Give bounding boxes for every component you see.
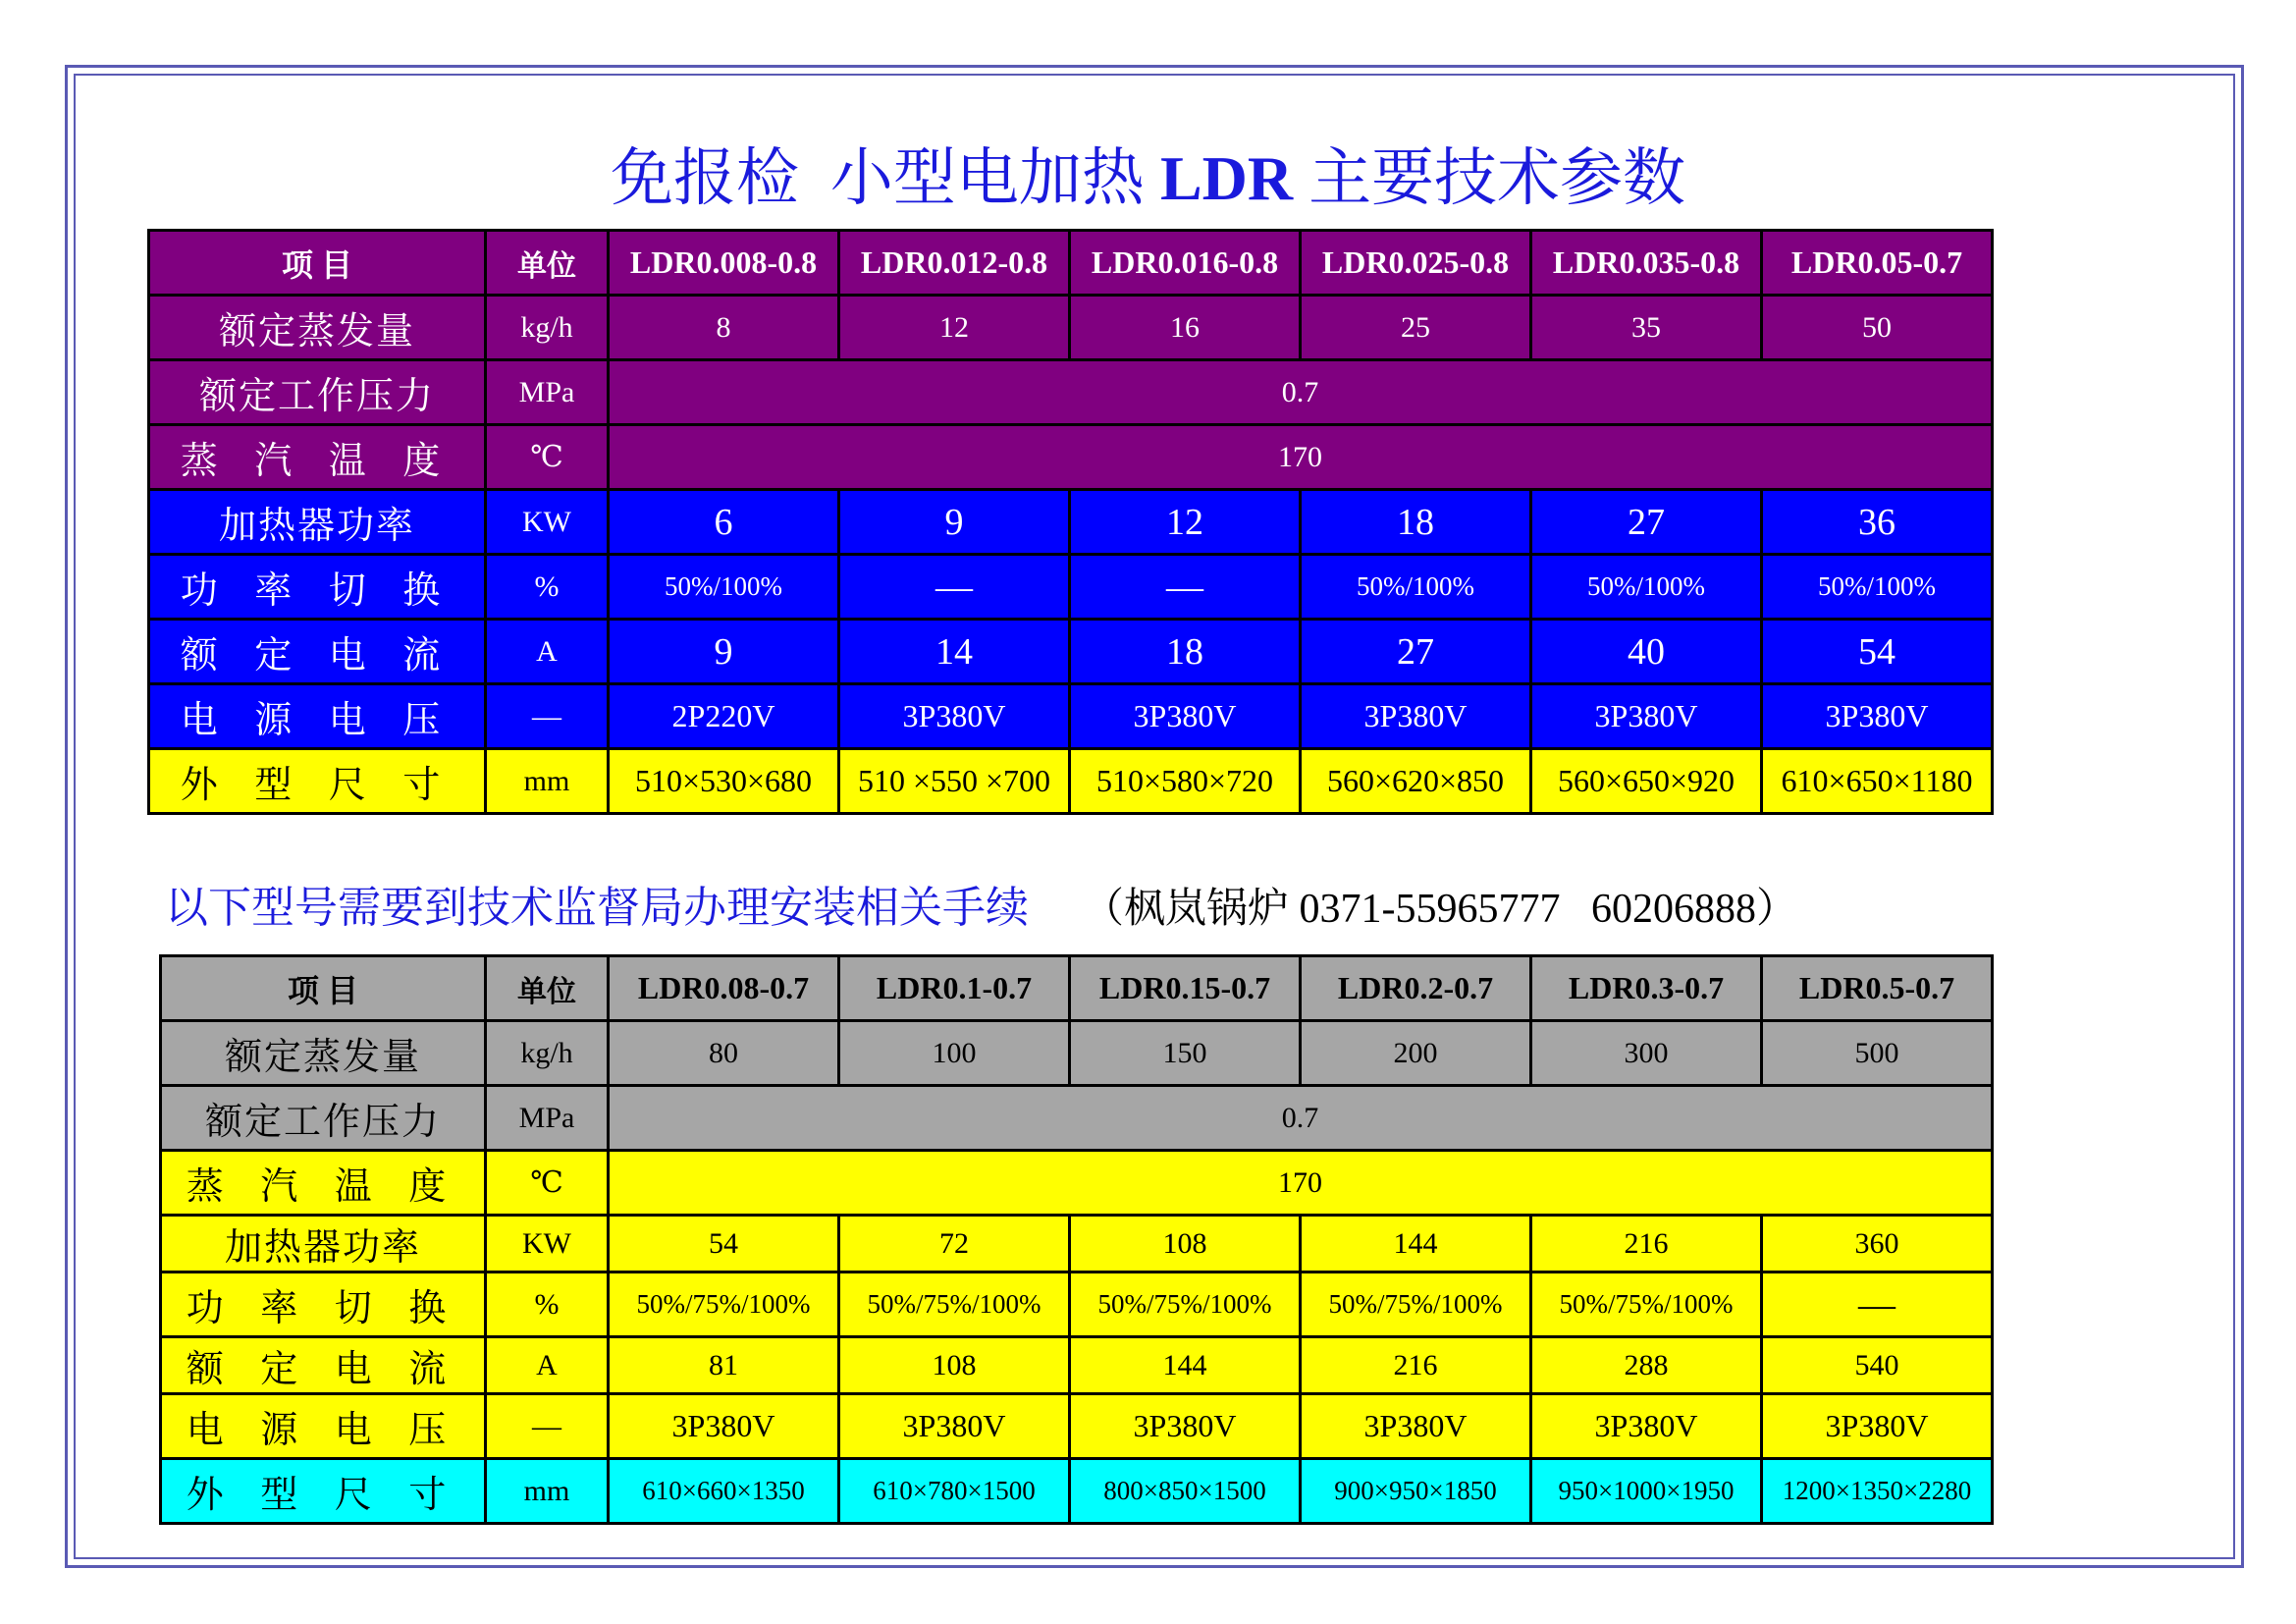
row-label: 外 型 尺 寸 <box>149 749 486 814</box>
cell-value: 3P380V <box>839 1394 1070 1459</box>
cell-value: 144 <box>1070 1337 1301 1394</box>
header-model: LDR0.15-0.7 <box>1070 956 1301 1021</box>
cell-value: 3P380V <box>609 1394 839 1459</box>
row-unit: MPa <box>486 1086 609 1151</box>
cell-value: 50%/100% <box>1301 555 1531 620</box>
table-row-header <box>149 231 1993 296</box>
cell-value: 3P380V <box>1301 1394 1531 1459</box>
cell-value: 54 <box>609 1216 839 1272</box>
row-label: 外 型 尺 寸 <box>161 1459 486 1524</box>
table-row-current <box>161 1337 1993 1394</box>
cell-value: 50%/75%/100% <box>1070 1272 1301 1337</box>
title-part-2: 主要技术参数 <box>1293 143 1686 213</box>
row-label: 功 率 切 换 <box>161 1272 486 1337</box>
table-row-voltage <box>149 684 1993 749</box>
cell-value: 50 <box>1762 296 1993 360</box>
header-item: 项 目 <box>161 956 486 1021</box>
table-row-steam <box>149 296 1993 360</box>
table-row-current <box>149 620 1993 684</box>
cell-value: 3P380V <box>839 684 1070 749</box>
cell-value: 25 <box>1301 296 1531 360</box>
cell-value: 3P380V <box>1762 1394 1993 1459</box>
header-model: LDR0.05-0.7 <box>1762 231 1993 296</box>
cell-value-merged: 0.7 <box>609 360 1993 425</box>
table-row-pressure <box>161 1086 1993 1151</box>
cell-value: 50%/100% <box>1762 555 1993 620</box>
header-model: LDR0.012-0.8 <box>839 231 1070 296</box>
header-model: LDR0.008-0.8 <box>609 231 839 296</box>
row-unit: MPa <box>486 360 609 425</box>
cell-value: 510×530×680 <box>609 749 839 814</box>
table-row-size <box>161 1459 1993 1524</box>
cell-value: 200 <box>1301 1021 1531 1086</box>
cell-value: 360 <box>1762 1216 1993 1272</box>
row-label: 额定工作压力 <box>161 1086 486 1151</box>
cell-value-merged: 170 <box>609 1151 1993 1216</box>
cell-value: 560×620×850 <box>1301 749 1531 814</box>
cell-value: 14 <box>839 620 1070 684</box>
cell-value: 18 <box>1070 620 1301 684</box>
cell-value: 27 <box>1531 490 1762 555</box>
cell-value: 35 <box>1531 296 1762 360</box>
cell-value: 3P380V <box>1070 684 1301 749</box>
cell-value: 36 <box>1762 490 1993 555</box>
row-label: 额 定 电 流 <box>161 1337 486 1394</box>
cell-value: 80 <box>609 1021 839 1086</box>
header-model: LDR0.025-0.8 <box>1301 231 1531 296</box>
cell-value: 560×650×920 <box>1531 749 1762 814</box>
cell-value: 3P380V <box>1301 684 1531 749</box>
cell-value: 216 <box>1301 1337 1531 1394</box>
title-part-1: 免报检 小型电加热 <box>610 143 1160 213</box>
cell-value: — <box>1070 555 1301 620</box>
cell-value: 50%/75%/100% <box>1531 1272 1762 1337</box>
row-unit: % <box>486 555 609 620</box>
cell-value: 900×950×1850 <box>1301 1459 1531 1524</box>
page-title <box>0 128 2296 218</box>
table-row-steam <box>161 1021 1993 1086</box>
spec-table-large <box>159 954 1994 1525</box>
header-model: LDR0.2-0.7 <box>1301 956 1531 1021</box>
cell-value: 1200×1350×2280 <box>1762 1459 1993 1524</box>
cell-value: 16 <box>1070 296 1301 360</box>
row-label: 功 率 切 换 <box>149 555 486 620</box>
row-unit: A <box>486 620 609 684</box>
table-row-temp <box>149 425 1993 490</box>
row-unit: kg/h <box>486 1021 609 1086</box>
cell-value: 610×650×1180 <box>1762 749 1993 814</box>
cell-value: 54 <box>1762 620 1993 684</box>
row-unit: KW <box>486 1216 609 1272</box>
cell-value: 950×1000×1950 <box>1531 1459 1762 1524</box>
cell-value: 3P380V <box>1531 1394 1762 1459</box>
cell-value: 6 <box>609 490 839 555</box>
row-unit: — <box>486 1394 609 1459</box>
cell-value: 3P380V <box>1531 684 1762 749</box>
row-unit: ℃ <box>486 1151 609 1216</box>
header-unit: 单位 <box>486 956 609 1021</box>
cell-value: 50%/75%/100% <box>839 1272 1070 1337</box>
cell-value: 108 <box>1070 1216 1301 1272</box>
title-part-latin: LDR <box>1159 143 1294 213</box>
header-item: 项 目 <box>149 231 486 296</box>
contact-info: （枫岚锅炉 0371-55965777 60206888） <box>1083 887 1797 932</box>
cell-value: 610×660×1350 <box>609 1459 839 1524</box>
row-unit: ℃ <box>486 425 609 490</box>
table-row-temp <box>161 1151 1993 1216</box>
cell-value: 144 <box>1301 1216 1531 1272</box>
cell-value: — <box>1762 1272 1993 1337</box>
row-unit: A <box>486 1337 609 1394</box>
header-model: LDR0.016-0.8 <box>1070 231 1301 296</box>
cell-value: 800×850×1500 <box>1070 1459 1301 1524</box>
cell-value: 50%/100% <box>609 555 839 620</box>
cell-value: 40 <box>1531 620 1762 684</box>
row-label: 额 定 电 流 <box>149 620 486 684</box>
table-row-pressure <box>149 360 1993 425</box>
cell-value: 50%/75%/100% <box>1301 1272 1531 1337</box>
row-unit: mm <box>486 1459 609 1524</box>
table-row-power <box>149 490 1993 555</box>
row-label: 蒸 汽 温 度 <box>149 425 486 490</box>
cell-value: 81 <box>609 1337 839 1394</box>
header-model: LDR0.3-0.7 <box>1531 956 1762 1021</box>
row-unit: kg/h <box>486 296 609 360</box>
spec-table-small <box>147 229 1994 815</box>
table-row-header <box>161 956 1993 1021</box>
cell-value: 510×580×720 <box>1070 749 1301 814</box>
cell-value: 100 <box>839 1021 1070 1086</box>
notice-line <box>165 872 1797 935</box>
header-model: LDR0.5-0.7 <box>1762 956 1993 1021</box>
cell-value: 72 <box>839 1216 1070 1272</box>
table-row-switch <box>149 555 1993 620</box>
cell-value-merged: 170 <box>609 425 1993 490</box>
row-unit: KW <box>486 490 609 555</box>
cell-value: 288 <box>1531 1337 1762 1394</box>
cell-value: 300 <box>1531 1021 1762 1086</box>
row-label: 额定工作压力 <box>149 360 486 425</box>
cell-value: — <box>839 555 1070 620</box>
notice-text: 以下型号需要到技术监督局办理安装相关手续 <box>165 884 1029 932</box>
cell-value: 27 <box>1301 620 1531 684</box>
table-row-size <box>149 749 1993 814</box>
cell-value: 510 ×550 ×700 <box>839 749 1070 814</box>
cell-value: 8 <box>609 296 839 360</box>
cell-value-merged: 0.7 <box>609 1086 1993 1151</box>
row-label: 电 源 电 压 <box>161 1394 486 1459</box>
cell-value: 18 <box>1301 490 1531 555</box>
cell-value: 3P380V <box>1762 684 1993 749</box>
cell-value: 3P380V <box>1070 1394 1301 1459</box>
row-label: 加热器功率 <box>161 1216 486 1272</box>
row-label: 额定蒸发量 <box>149 296 486 360</box>
cell-value: 50%/100% <box>1531 555 1762 620</box>
cell-value: 108 <box>839 1337 1070 1394</box>
cell-value: 50%/75%/100% <box>609 1272 839 1337</box>
cell-value: 12 <box>839 296 1070 360</box>
row-label: 额定蒸发量 <box>161 1021 486 1086</box>
cell-value: 12 <box>1070 490 1301 555</box>
row-label: 蒸 汽 温 度 <box>161 1151 486 1216</box>
cell-value: 500 <box>1762 1021 1993 1086</box>
cell-value: 216 <box>1531 1216 1762 1272</box>
row-unit: % <box>486 1272 609 1337</box>
cell-value: 150 <box>1070 1021 1301 1086</box>
header-model: LDR0.035-0.8 <box>1531 231 1762 296</box>
header-unit: 单位 <box>486 231 609 296</box>
row-unit: mm <box>486 749 609 814</box>
cell-value: 540 <box>1762 1337 1993 1394</box>
table-row-power <box>161 1216 1993 1272</box>
row-unit: — <box>486 684 609 749</box>
cell-value: 9 <box>609 620 839 684</box>
table-row-voltage <box>161 1394 1993 1459</box>
header-model: LDR0.08-0.7 <box>609 956 839 1021</box>
cell-value: 2P220V <box>609 684 839 749</box>
header-model: LDR0.1-0.7 <box>839 956 1070 1021</box>
row-label: 电 源 电 压 <box>149 684 486 749</box>
table-row-switch <box>161 1272 1993 1337</box>
row-label: 加热器功率 <box>149 490 486 555</box>
cell-value: 9 <box>839 490 1070 555</box>
cell-value: 610×780×1500 <box>839 1459 1070 1524</box>
